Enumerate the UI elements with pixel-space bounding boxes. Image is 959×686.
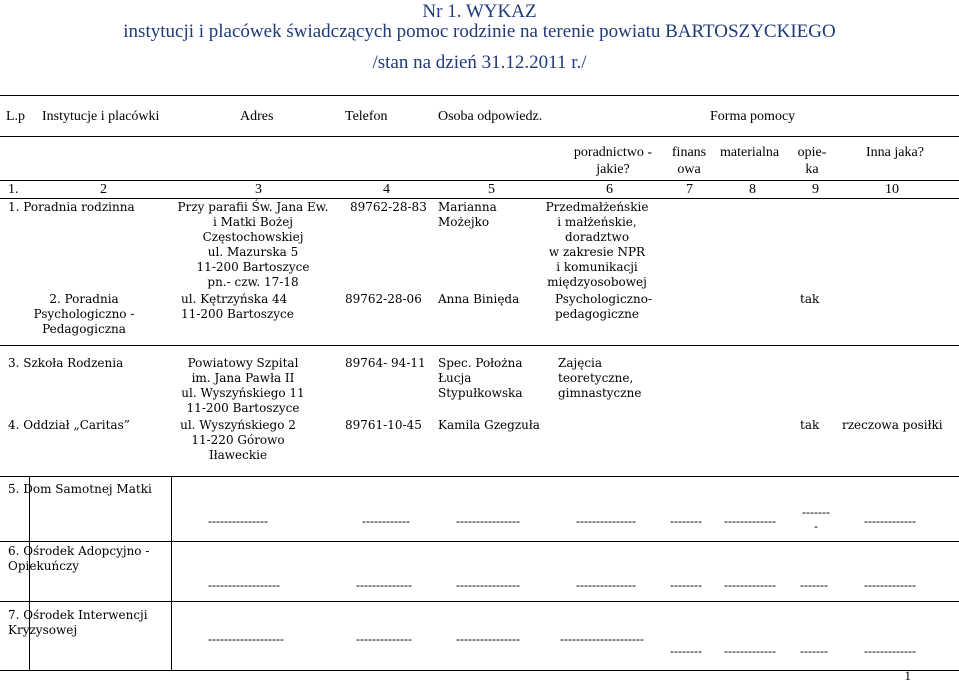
row4-phone: 89761-10-45 xyxy=(345,418,422,432)
row2-counseling: Psychologiczno- pedagogiczne xyxy=(555,292,652,321)
row5-empty-phone: ------------ xyxy=(362,514,410,528)
subheader-divider xyxy=(0,180,959,181)
row-divider-7 xyxy=(0,601,959,602)
col-number: 10 xyxy=(885,182,899,197)
row7-empty-person: ---------------- xyxy=(456,632,520,646)
row5-institution: 5. Dom Samotnej Matki xyxy=(8,482,152,496)
header-other: Inna jaka? xyxy=(866,145,924,160)
row7-empty-other: ------------- xyxy=(864,644,916,658)
row6-empty-phone: -------------- xyxy=(356,578,412,592)
row6-institution: 6. Ośrodek Adopcyjno - Opiekuńczy xyxy=(8,544,150,573)
document-title: instytucji i placówek świadczących pomoc rodzinie na terenie powiatu BARTOSZYCKIEGO xyxy=(123,21,836,42)
col-number: 1. xyxy=(8,182,19,197)
row1-counseling: Przedmałżeńskie i małżeńskie, doradztwo w zakresie NPR i komunikacji międzyosobowej xyxy=(545,200,649,289)
row-divider-5 xyxy=(0,476,959,477)
row2-care: tak xyxy=(800,292,820,306)
row1-phone: 89762-28-83 xyxy=(350,200,427,214)
header-institutions: Instytucje i placówki xyxy=(42,109,160,124)
header-address: Adres xyxy=(240,109,274,124)
row6-empty-other: ------------- xyxy=(864,578,916,592)
row2-institution: 2. Poradnia Psychologiczno - Pedagogiczna xyxy=(33,292,135,336)
row5-empty-counseling: --------------- xyxy=(576,514,636,528)
row4-other: rzeczowa posiłki xyxy=(842,418,943,432)
col-number: 8 xyxy=(749,182,756,197)
row2-address: ul. Kętrzyńska 44 11-200 Bartoszyce xyxy=(181,292,294,321)
header-counseling: poradnictwo - jakie? xyxy=(573,145,653,177)
row1-institution: 1. Poradnia rodzinna xyxy=(8,200,135,214)
row5-empty-person: ---------------- xyxy=(456,514,520,528)
header-phone: Telefon xyxy=(345,109,388,124)
row-divider-6 xyxy=(0,541,959,542)
header-person: Osoba odpowiedz. xyxy=(438,109,543,124)
page-number: 1 xyxy=(904,668,911,683)
row5-empty-care: ------- - xyxy=(802,505,830,533)
row3-address: Powiatowy Szpital im. Jana Pawła II ul. Wyszyńskiego 11 11-200 Bartoszyce xyxy=(181,356,305,415)
row5-empty-financial: -------- xyxy=(670,514,702,528)
header-lp: L.p xyxy=(6,109,26,124)
col-divider-name xyxy=(171,476,172,670)
row1-address: Przy parafii Św. Jana Ew. i Matki Bożej Częstochowskiej ul. Mazurska 5 11-200 Bartoszyce pn.- czw. 17-18 xyxy=(177,200,329,289)
row7-empty-financial: -------- xyxy=(670,644,702,658)
document-title-number: Nr 1. WYKAZ xyxy=(422,1,537,22)
row2-phone: 89762-28-06 xyxy=(345,292,422,306)
row3-counseling: Zajęcia teoretyczne, gimnastyczne xyxy=(558,356,642,400)
header-material: materialna xyxy=(720,145,780,160)
row6-empty-care: ------- xyxy=(800,578,828,592)
row-divider-3 xyxy=(0,345,959,346)
col-number: 5 xyxy=(488,182,495,197)
col-number: 7 xyxy=(686,182,693,197)
row7-empty-address: ------------------- xyxy=(208,632,284,646)
row3-person: Spec. Położna Łucja Stypułkowska xyxy=(438,356,523,400)
row5-empty-material: ------------- xyxy=(724,514,776,528)
header-divider xyxy=(0,136,959,137)
row7-empty-phone: -------------- xyxy=(356,632,412,646)
row5-empty-address: --------------- xyxy=(208,514,268,528)
col-number: 3 xyxy=(255,182,262,197)
table-border-bottom xyxy=(0,670,959,671)
row7-empty-care: ------- xyxy=(800,644,828,658)
row7-empty-material: ------------- xyxy=(724,644,776,658)
row1-person: Marianna Możejko xyxy=(438,200,497,229)
col-number: 6 xyxy=(606,182,613,197)
row4-address: ul. Wyszyńskiego 2 11-220 Górowo Iławeckie xyxy=(180,418,296,462)
row6-empty-counseling: --------------- xyxy=(576,578,636,592)
row4-person: Kamila Gzegzuła xyxy=(438,418,540,432)
row7-empty-counseling: --------------------- xyxy=(560,632,644,646)
col-number: 2 xyxy=(100,182,107,197)
col-number: 4 xyxy=(383,182,390,197)
row6-empty-person: ---------------- xyxy=(456,578,520,592)
row3-phone: 89764- 94-11 xyxy=(345,356,426,370)
row7-institution: 7. Ośrodek Interwencji Kryzysowej xyxy=(8,608,148,637)
numbers-divider xyxy=(0,198,959,199)
table-border-top xyxy=(0,95,959,96)
row4-care: tak xyxy=(800,418,820,432)
row6-empty-address: ------------------ xyxy=(208,578,280,592)
header-care: opie- ka xyxy=(797,145,827,177)
row3-institution: 3. Szkoła Rodzenia xyxy=(8,356,124,370)
row4-institution: 4. Oddział „Caritas” xyxy=(8,418,130,432)
header-help-form: Forma pomocy xyxy=(710,109,796,124)
document-subtitle-date: /stan na dzień 31.12.2011 r./ xyxy=(372,52,587,73)
row6-empty-financial: -------- xyxy=(670,578,702,592)
header-financial: finans owa xyxy=(671,145,707,177)
row5-empty-other: ------------- xyxy=(864,514,916,528)
row2-person: Anna Binięda xyxy=(438,292,520,306)
row6-empty-material: ------------- xyxy=(724,578,776,592)
col-number: 9 xyxy=(812,182,819,197)
